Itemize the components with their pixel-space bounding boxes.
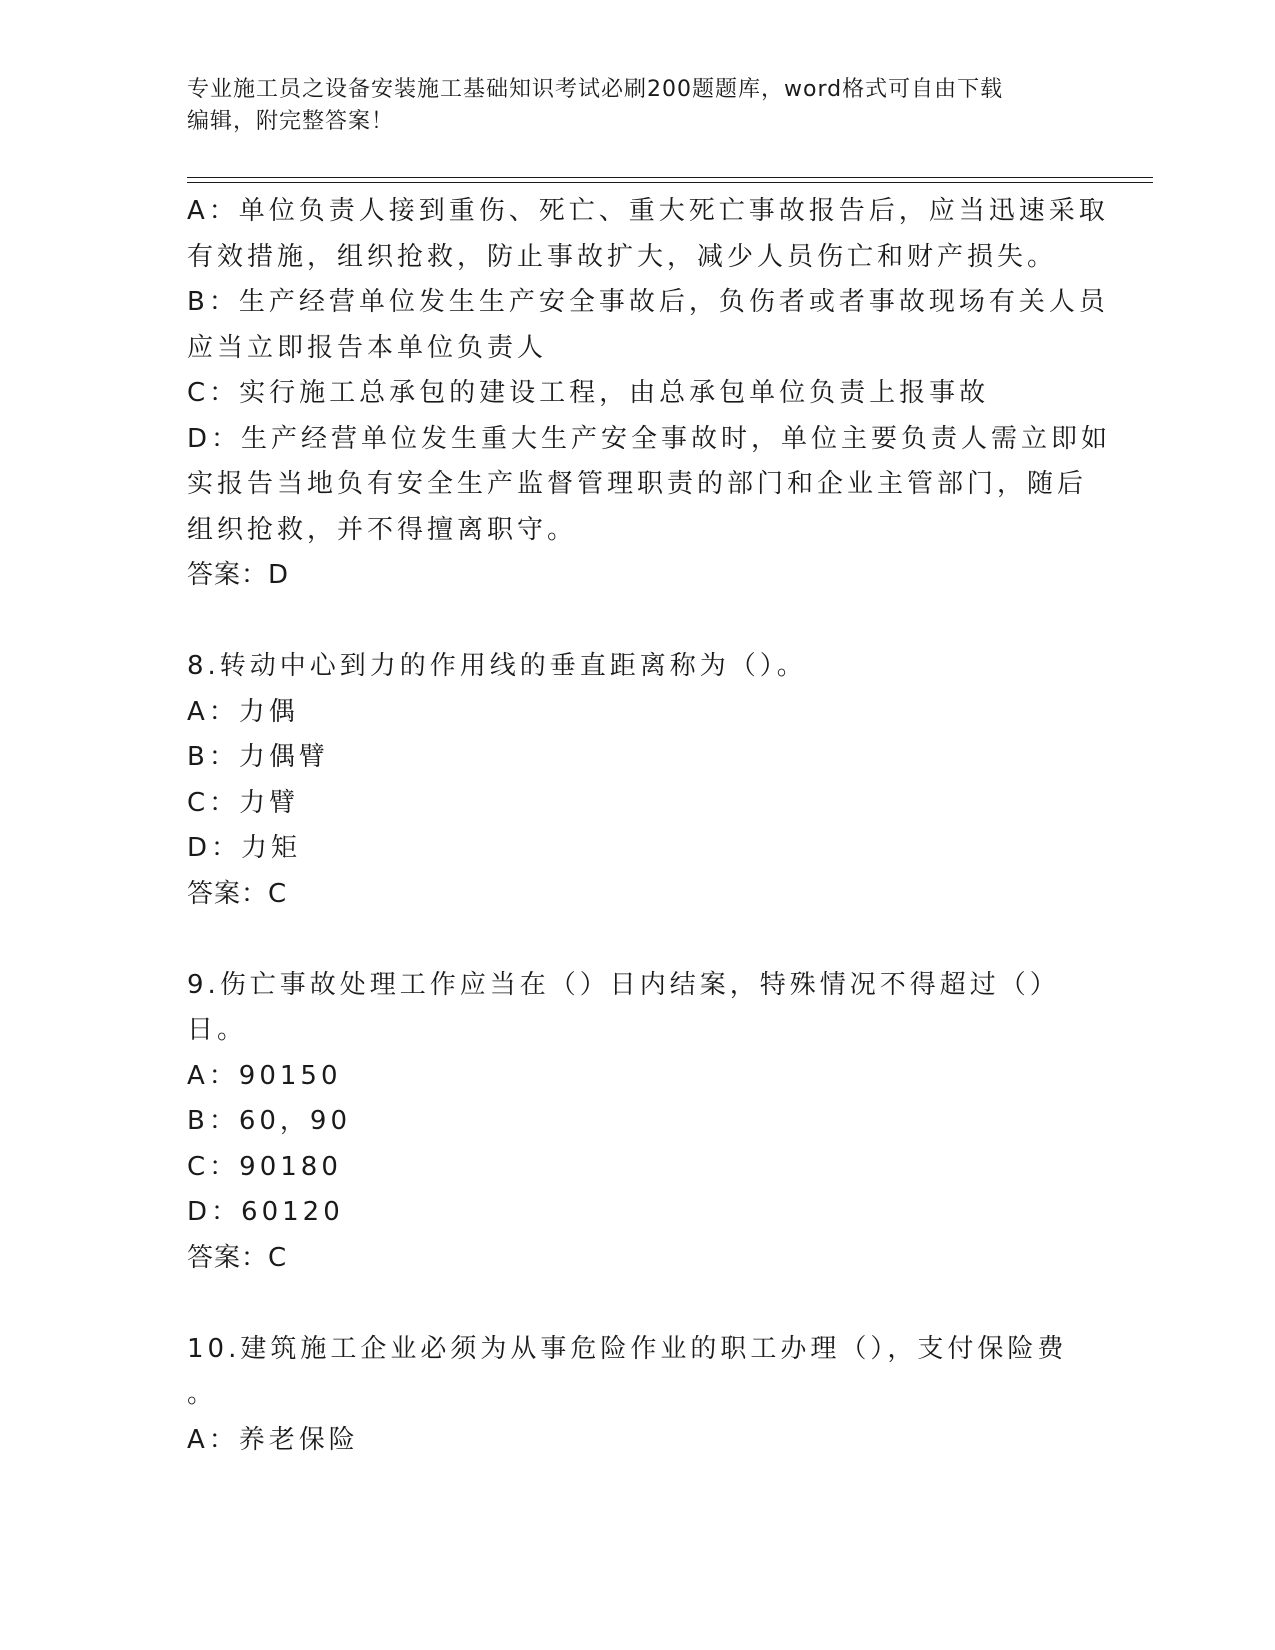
q7-answer: 答案：D	[187, 560, 290, 590]
q9-option-d: D：60120	[187, 1197, 344, 1227]
q7-option-c: C：实行施工总承包的建设工程，由总承包单位负责上报事故	[187, 378, 990, 408]
spacer	[187, 917, 1067, 963]
q8-option-a: A：力偶	[187, 696, 299, 727]
q8-option-c: C：力臂	[187, 787, 300, 818]
q10-option-a: A：养老保险	[187, 1424, 359, 1455]
q7-option-a-line-2: 有效措施，组织抢救，防止事故扩大，减少人员伤亡和财产损失。	[187, 241, 1058, 272]
header-title-line-1: 专业施工员之设备安装施工基础知识考试必刷200题题库，word格式可自由下载	[187, 77, 1004, 102]
header-divider-top	[187, 177, 1153, 178]
question-content	[187, 189, 1112, 1463]
q9-option-a: A：90150	[187, 1060, 342, 1091]
q9-question-line-2: 日。	[187, 1015, 248, 1045]
spacer	[187, 1281, 1067, 1327]
document-header	[187, 74, 1067, 138]
q7-option-d-line-3: 组织抢救，并不得擅离职守。	[187, 514, 578, 545]
q8-answer: 答案：C	[187, 878, 288, 909]
spacer	[187, 599, 1067, 645]
q9-option-c: C：90180	[187, 1151, 342, 1182]
q8-question: 8.转动中心到力的作用线的垂直距离称为（）。	[187, 651, 807, 681]
header-title-line-2: 编辑，附完整答案！	[187, 109, 395, 134]
q8-option-d: D：力矩	[187, 833, 302, 863]
q7-option-a-line-1: A：单位负责人接到重伤、死亡、重大死亡事故报告后，应当迅速采取	[187, 196, 1109, 226]
q7-option-b-line-1: B：生产经营单位发生生产安全事故后，负伤者或者事故现场有关人员	[187, 287, 1109, 317]
header-divider-bottom	[187, 182, 1153, 183]
q7-option-d-line-2: 实报告当地负有安全生产监督管理职责的部门和企业主管部门，随后	[187, 469, 1088, 499]
q9-option-b: B：60，90	[187, 1106, 352, 1136]
q9-answer: 答案：C	[187, 1242, 288, 1273]
q7-option-b-line-2: 应当立即报告本单位负责人	[187, 332, 548, 363]
q7-option-d-line-1: D：生产经营单位发生重大生产安全事故时，单位主要负责人需立即如	[187, 423, 1112, 454]
q10-question-line-1: 10.建筑施工企业必须为从事危险作业的职工办理（），支付保险费	[187, 1333, 1068, 1364]
q10-question-line-2: 。	[187, 1379, 218, 1409]
q8-option-b: B：力偶臂	[187, 742, 329, 772]
q9-question-line-1: 9.伤亡事故处理工作应当在（）日内结案，特殊情况不得超过（）	[187, 969, 1060, 1000]
